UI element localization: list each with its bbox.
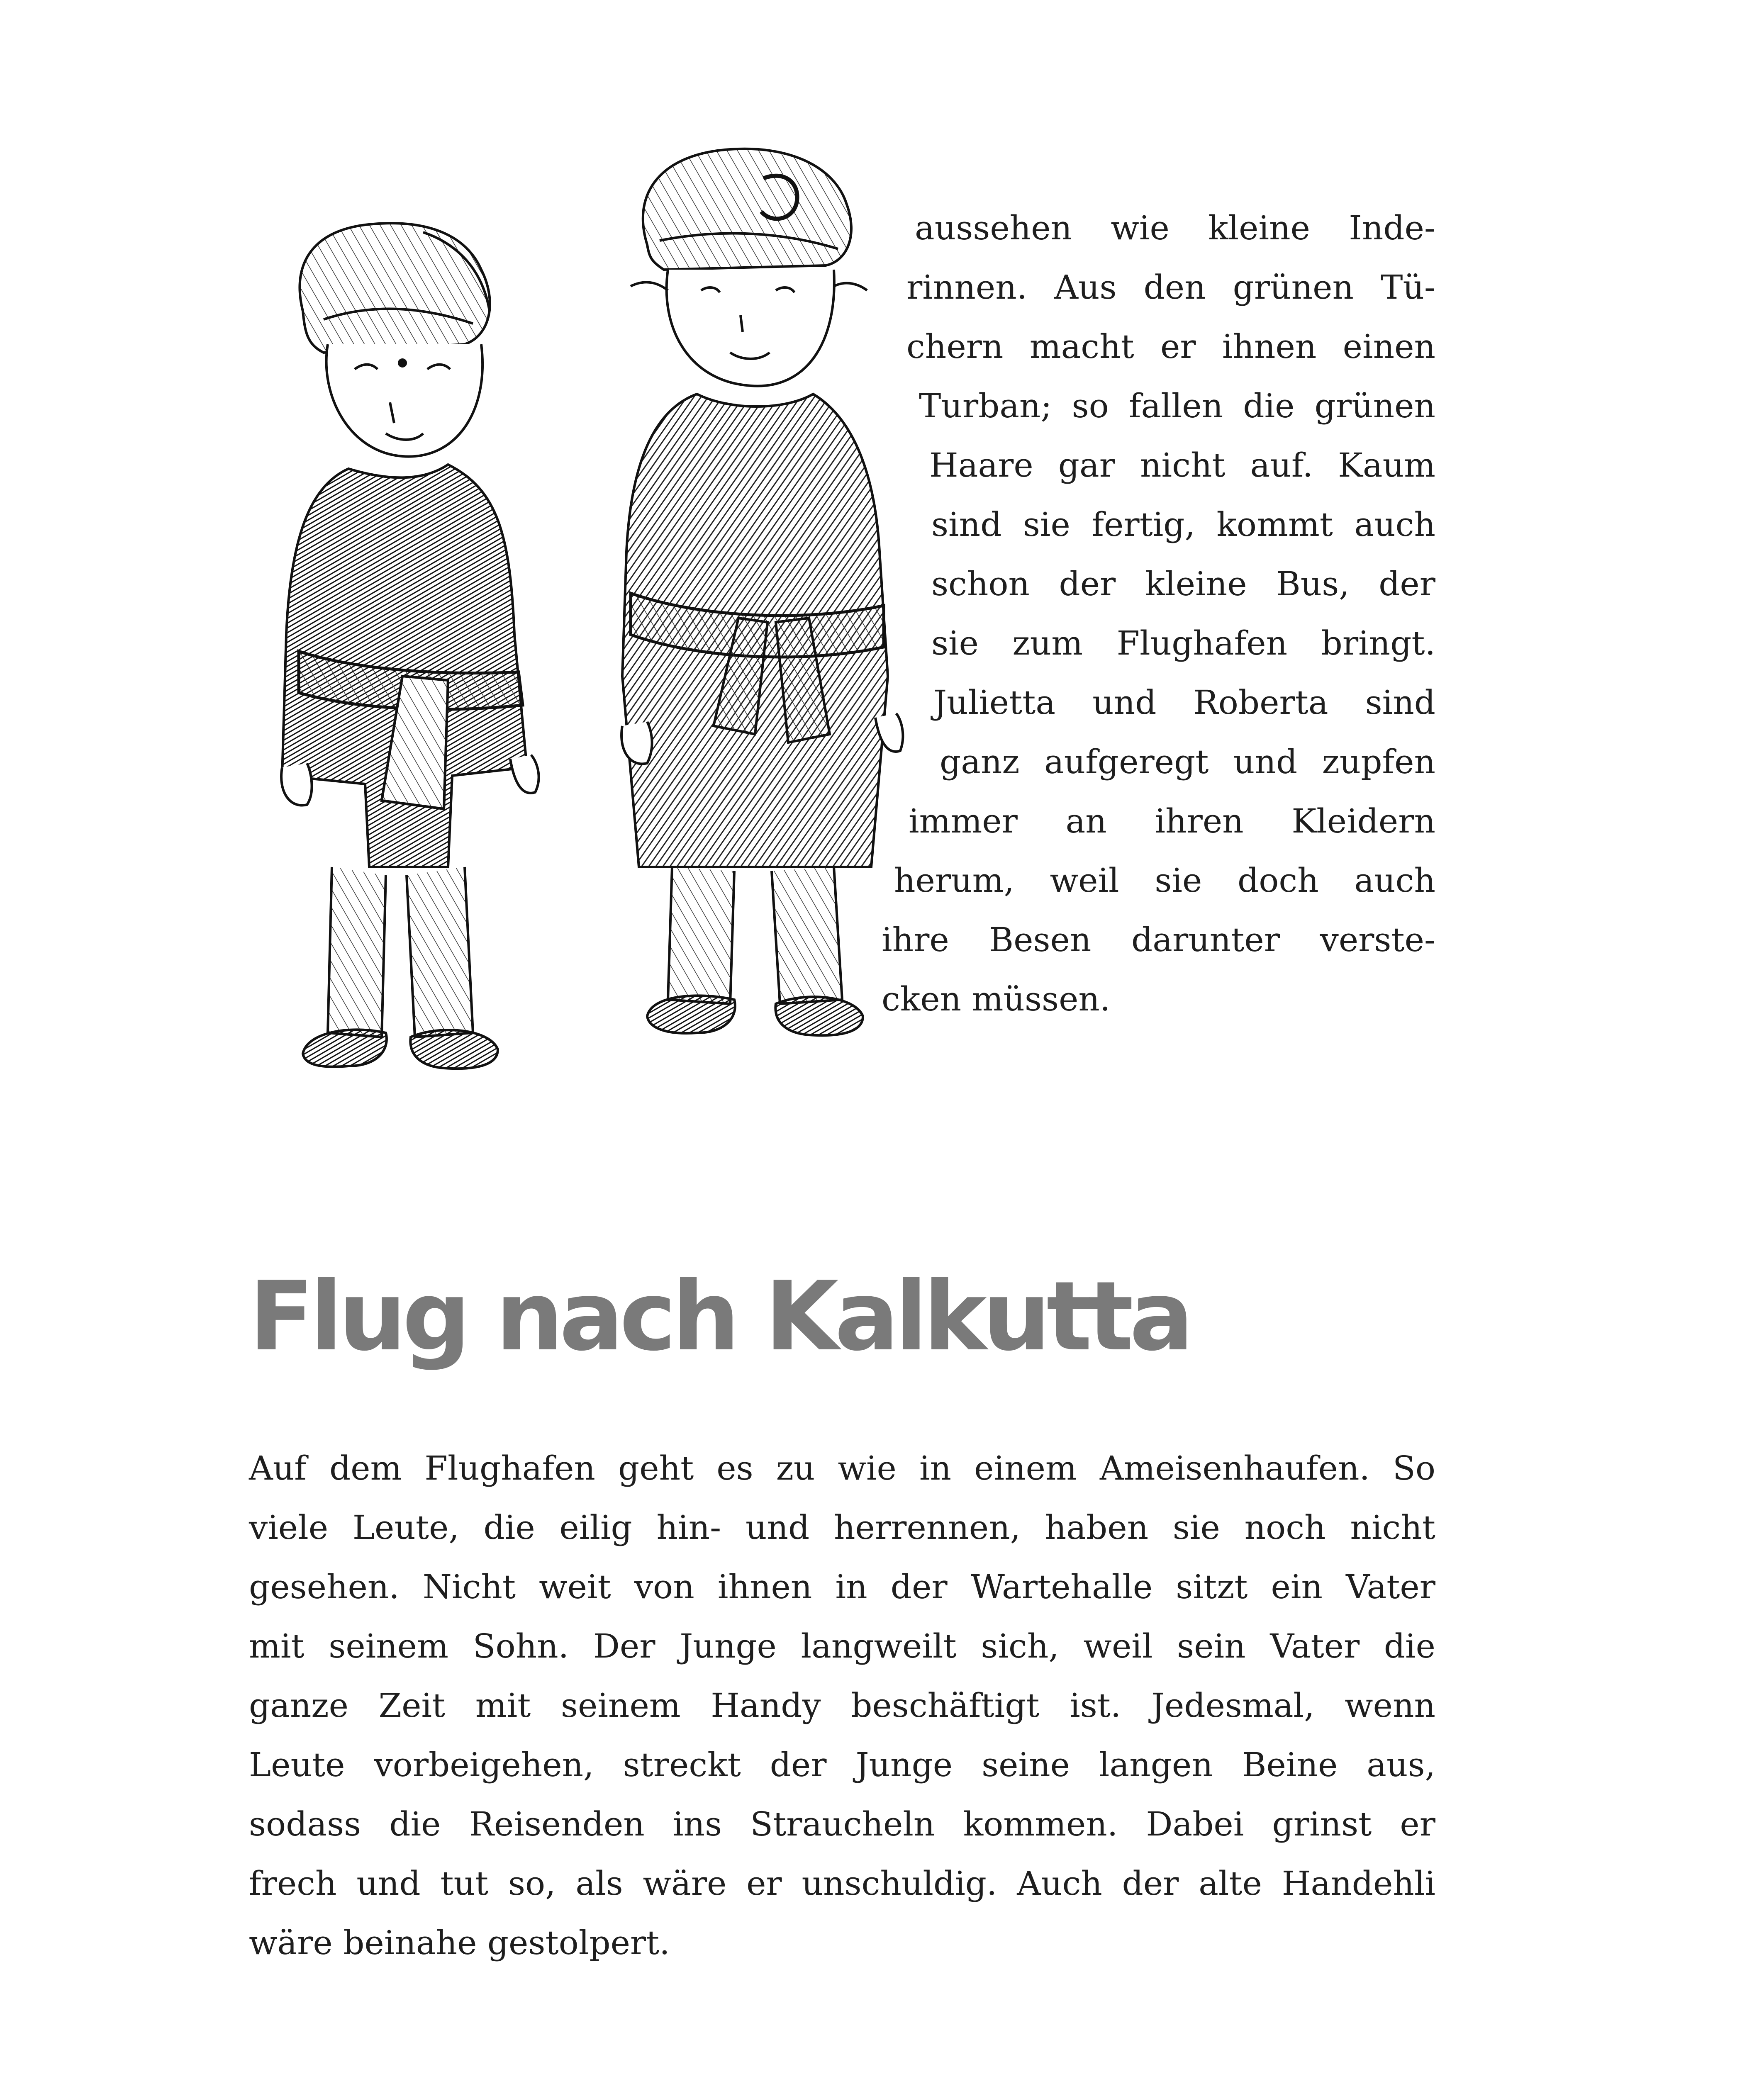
wrap-line: Haare gar nicht auf. Kaum — [929, 446, 1435, 484]
wrap-line: herum, weil sie doch auch — [894, 861, 1435, 900]
wrap-line: immer an ihren Kleidern — [909, 802, 1435, 840]
wrap-line: Julietta und Roberta sind — [933, 683, 1435, 722]
body-line: mit seinem Sohn. Der Junge langweilt sich, weil sein Vater die — [249, 1627, 1435, 1665]
wrap-line: schon der kleine Bus, der — [931, 565, 1435, 603]
body-line: ganze Zeit mit seinem Handy beschäftigt ist. Jedesmal, wenn — [249, 1686, 1435, 1725]
wrap-line: ihre Besen darunter verste- — [882, 920, 1435, 959]
right-child-figure — [621, 149, 903, 1035]
wrap-line: cken müssen. — [882, 980, 1111, 1018]
left-child-figure — [281, 223, 538, 1069]
wrap-line: sind sie fertig, kommt auch — [931, 505, 1435, 544]
wrap-line: sie zum Flughafen bringt. — [931, 624, 1435, 662]
wrap-line: ganz aufgeregt und zupfen — [940, 742, 1435, 781]
body-line: sodass die Reisenden ins Straucheln kommen. Dabei grinst er — [249, 1805, 1435, 1843]
wrap-line: chern macht er ihnen einen — [906, 327, 1435, 366]
body-line: viele Leute, die eilig hin- und herrennen, haben sie noch nicht — [249, 1508, 1435, 1547]
body-line: Auf dem Flughafen geht es zu wie in einem Ameisenhaufen. So — [249, 1449, 1435, 1487]
chapter-title: Flug nach Kalkutta — [249, 1261, 1190, 1372]
body-line: frech und tut so, als wäre er unschuldig. Auch der alte Handehli — [249, 1864, 1435, 1903]
wrap-line: Turban; so fallen die grünen — [919, 387, 1435, 425]
body-line: gesehen. Nicht weit von ihnen in der Wartehalle sitzt ein Vater — [249, 1568, 1435, 1606]
wrap-line: rinnen. Aus den grünen Tü- — [906, 268, 1435, 307]
wrap-line: aussehen wie kleine Inde- — [915, 209, 1435, 247]
body-line: wäre beinahe gestolpert. — [249, 1923, 670, 1962]
children-illustration — [266, 137, 904, 1116]
body-line: Leute vorbeigehen, streckt der Junge seine langen Beine aus, — [249, 1745, 1435, 1784]
